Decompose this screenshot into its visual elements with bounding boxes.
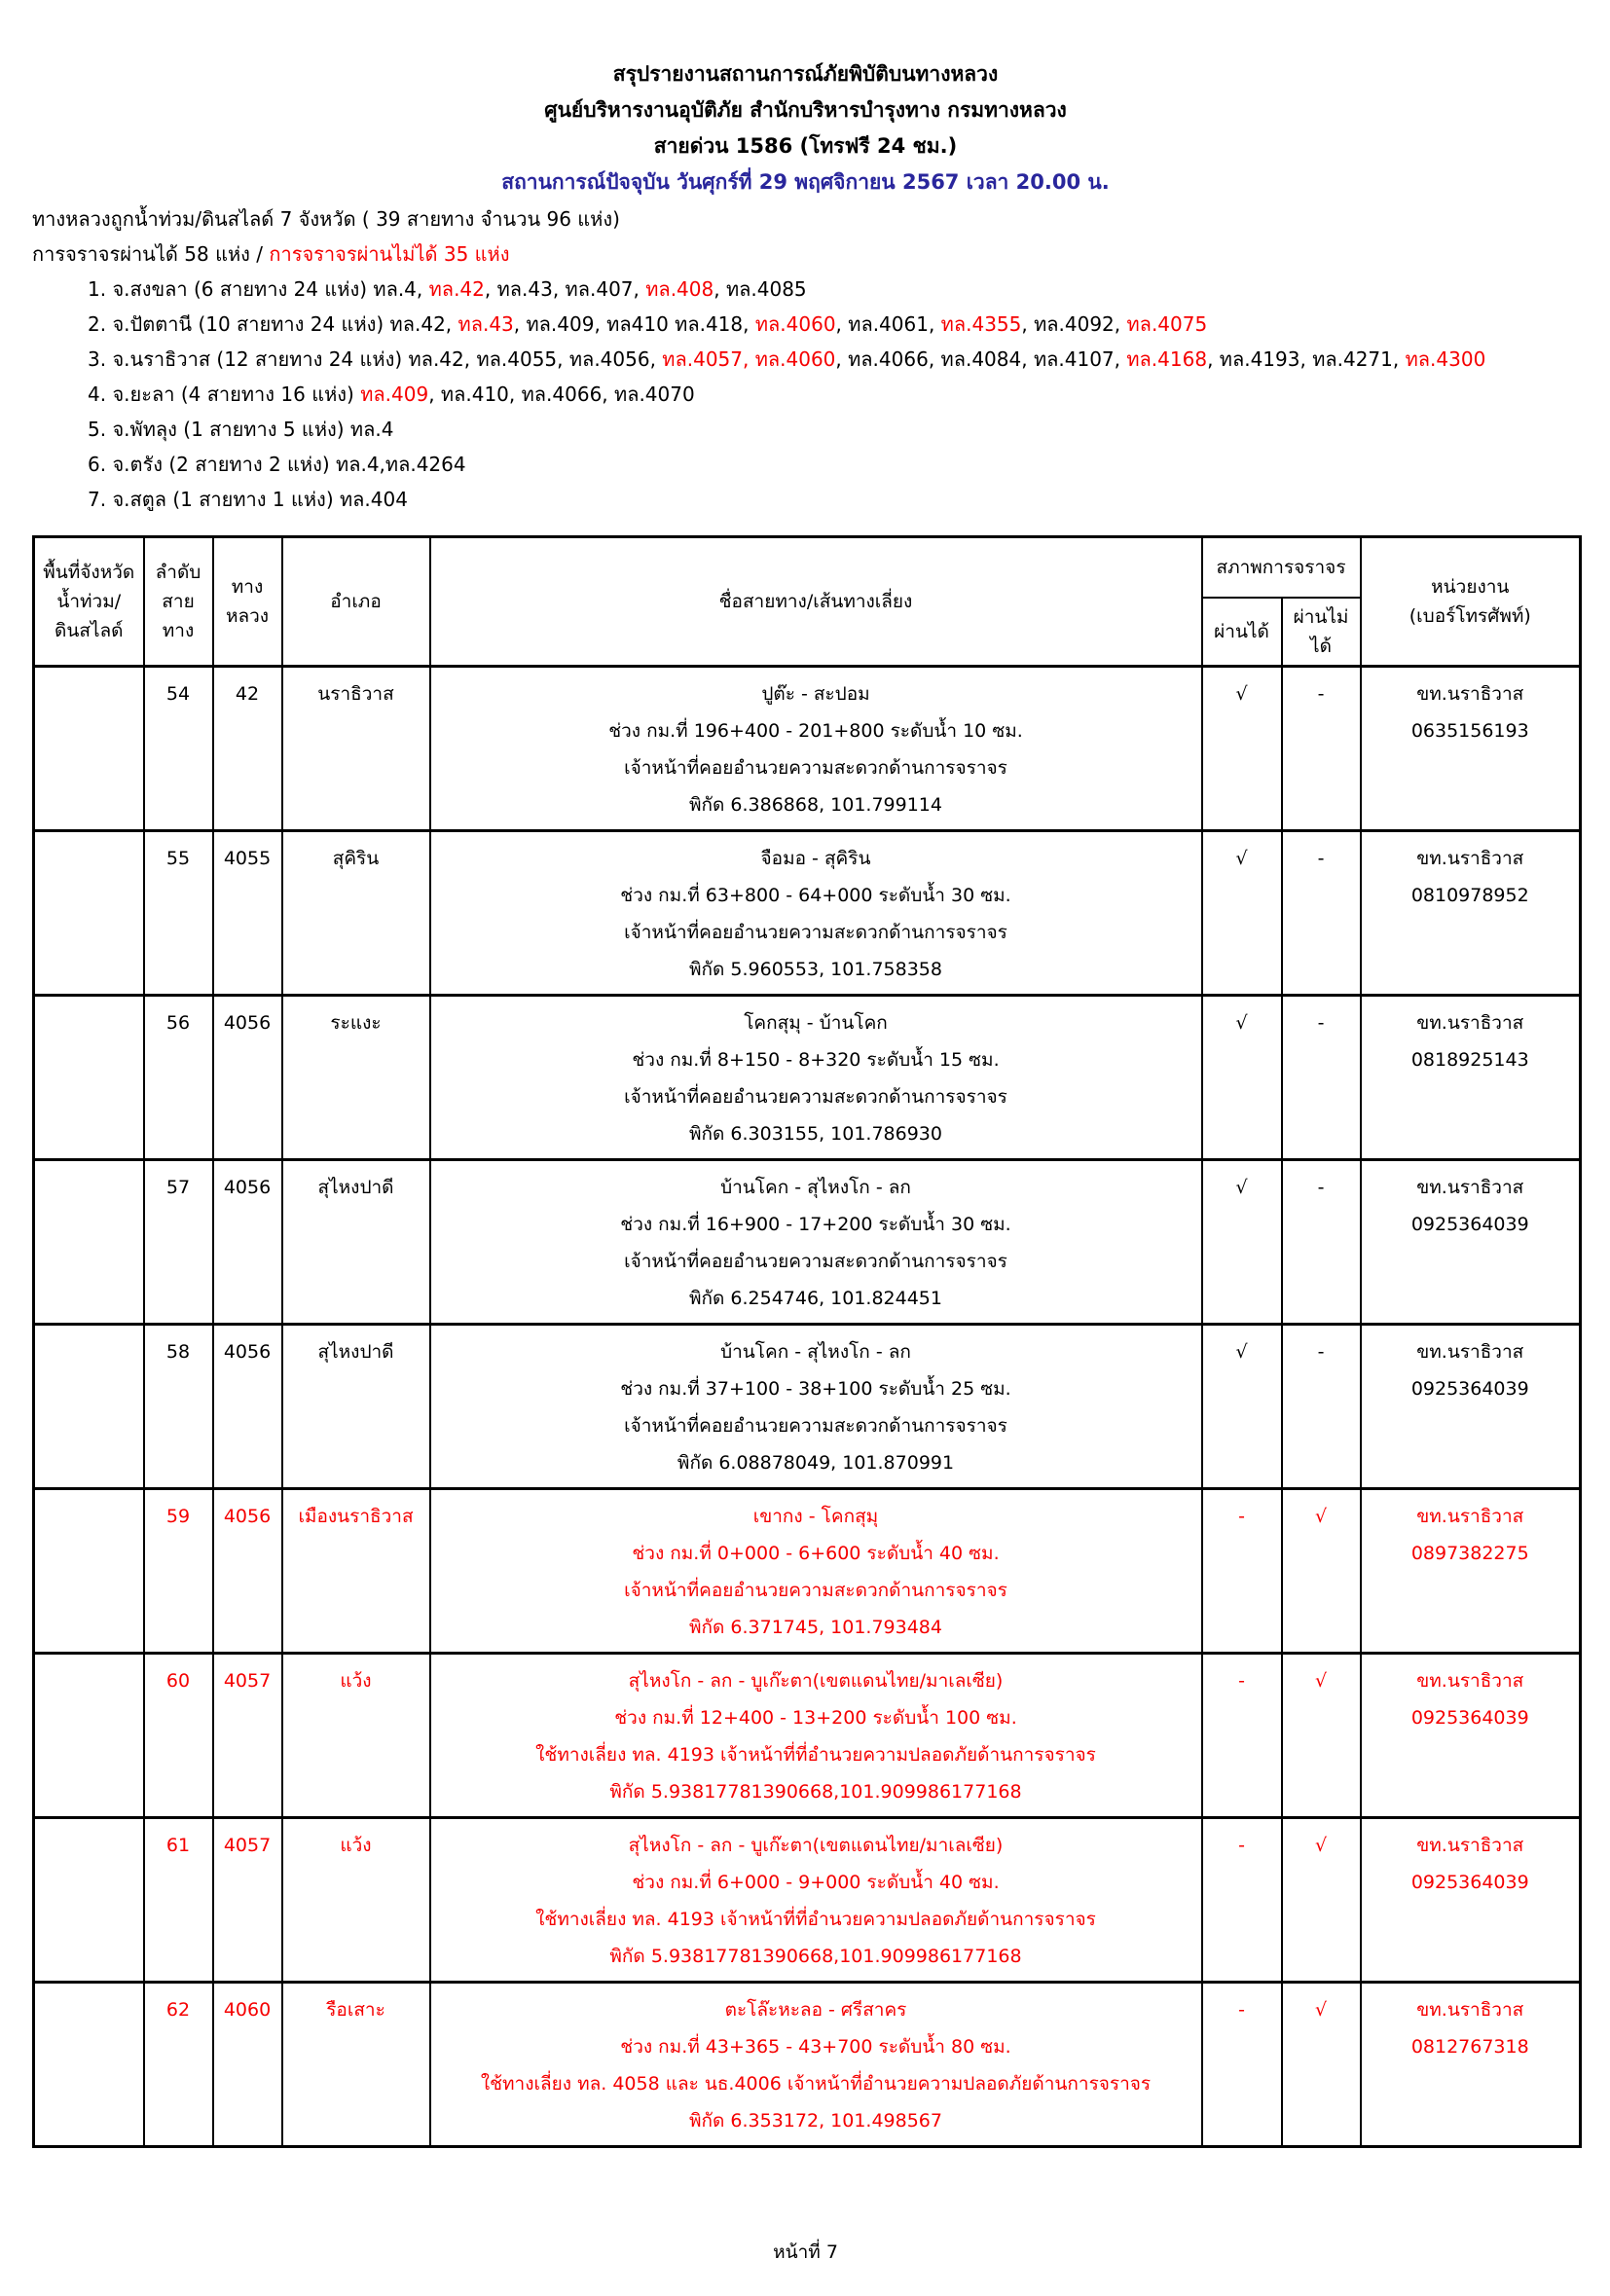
district-cell: ระแงะ [282, 995, 430, 1159]
route-note: เจ้าหน้าที่คอยอำนวยความสะดวกด้านการจราจร [624, 921, 1007, 943]
column-header-route-line1: ทาง [231, 575, 264, 598]
province-text-segment: 2. จ.ปัตตานี (10 สายทาง 24 แห่ง) ทล.42, [88, 312, 458, 336]
agency-name: ขท.นราธิวาส [1416, 1011, 1524, 1034]
district-cell: สุไหงปาดี [282, 1324, 430, 1488]
agency-cell [1361, 995, 1581, 1159]
passable-mark: - [1202, 1653, 1282, 1817]
report-status-date: สถานการณ์ปัจจุบัน วันศุกร์ที่ 29 พฤศจิกายน 2567 เวลา 20.00 น. [501, 170, 1110, 194]
route-name-cell [430, 830, 1202, 995]
agency-phone: 0925364039 [1410, 1706, 1529, 1729]
route-name: ตะโล๊ะหะลอ - ศรีสาคร [724, 1998, 907, 2021]
province-red-segment: ทล.4075 [1126, 312, 1208, 336]
province-text-segment: , ทล.4085 [714, 277, 807, 301]
impassable-mark: - [1282, 830, 1361, 995]
province-red-segment: ทล.4168 [1126, 347, 1208, 371]
passable-mark: - [1202, 1817, 1282, 1982]
route-cell: 4057 [213, 1653, 282, 1817]
province-red-segment: ทล.409 [360, 383, 429, 406]
route-coords: พิกัด 5.93817781390668,101.909986177168 [609, 1945, 1022, 1967]
route-name-cell [430, 1653, 1202, 1817]
area-cell [34, 1488, 144, 1653]
agency-phone: 0812767318 [1410, 2035, 1529, 2058]
province-list [32, 272, 1579, 517]
agency-cell [1361, 830, 1581, 995]
summary-extent-line: ทางหลวงถูกน้ำท่วม/ดินสไลด์ 7 จังหวัด ( 39 สายทาง จำนวน 96 แห่ง) [32, 207, 620, 231]
route-cell: 4056 [213, 995, 282, 1159]
route-coords: พิกัด 6.254746, 101.824451 [689, 1287, 942, 1309]
district-cell: รือเสาะ [282, 1982, 430, 2146]
impassable-mark: √ [1282, 1488, 1361, 1653]
area-cell [34, 1653, 144, 1817]
table-row-60 [34, 1653, 1581, 1817]
province-red-segment: ทล.408 [645, 277, 714, 301]
agency-phone: 0810978952 [1410, 884, 1529, 906]
route-name-cell [430, 1982, 1202, 2146]
route-note: ใช้ทางเลี่ยง ทล. 4058 และ นธ.4006 เจ้าหน้าที่อำนวยความปลอดภัยด้านการจราจร [480, 2072, 1152, 2095]
impassable-mark: √ [1282, 1982, 1361, 2146]
province-text-segment: 6. จ.ตรัง (2 สายทาง 2 แห่ง) ทล.4,ทล.4264 [88, 453, 466, 476]
route-name-cell [430, 1159, 1202, 1324]
area-cell [34, 995, 144, 1159]
seq-cell: 60 [144, 1653, 213, 1817]
column-header-area-line1: พื้นที่จังหวัด [43, 561, 135, 583]
report-hotline: สายด่วน 1586 (โทรฟรี 24 ชม.) [653, 134, 958, 158]
column-header-traffic: สภาพการจราจร [1202, 537, 1361, 598]
province-text-segment: 5. จ.พัทลุง (1 สายทาง 5 แห่ง) ทล.4 [88, 418, 394, 441]
report-subtitle-agency: ศูนย์บริหารงานอุบัติภัย สำนักบริหารบำรุงทาง กรมทางหลวง [544, 98, 1067, 122]
report-header [32, 56, 1579, 200]
route-note: เจ้าหน้าที่คอยอำนวยความสะดวกด้านการจราจร [624, 1250, 1007, 1272]
impassable-mark: - [1282, 1324, 1361, 1488]
column-header-passable: ผ่านได้ [1202, 598, 1282, 667]
route-name: สุไหงโก - ลก - บูเก๊ะตา(เขตแดนไทย/มาเลเซีย) [628, 1669, 1004, 1692]
route-coords: พิกัด 6.303155, 101.786930 [689, 1122, 942, 1145]
traffic-passable-text: การจราจรผ่านได้ 58 แห่ง / [32, 242, 270, 266]
impassable-mark: - [1282, 666, 1361, 830]
province-red-segment: ทล.4300 [1405, 347, 1486, 371]
agency-name: ขท.นราธิวาส [1416, 1998, 1524, 2021]
area-cell [34, 666, 144, 830]
column-header-name: ชื่อสายทาง/เส้นทางเลี่ยง [430, 537, 1202, 667]
agency-phone: 0897382275 [1410, 1542, 1529, 1564]
agency-phone: 0925364039 [1410, 1377, 1529, 1400]
impassable-mark: √ [1282, 1653, 1361, 1817]
seq-cell: 59 [144, 1488, 213, 1653]
table-row-54 [34, 666, 1581, 830]
route-section: ช่วง กม.ที่ 8+150 - 8+320 ระดับน้ำ 15 ซม. [632, 1048, 1000, 1071]
agency-name: ขท.นราธิวาส [1416, 1669, 1524, 1692]
column-header-seq [144, 537, 213, 667]
province-text-segment: 4. จ.ยะลา (4 สายทาง 16 แห่ง) [88, 383, 361, 406]
route-cell: 42 [213, 666, 282, 830]
passable-mark: √ [1202, 1324, 1282, 1488]
district-cell: นราธิวาส [282, 666, 430, 830]
province-red-segment: ทล.42 [428, 277, 485, 301]
incident-table [32, 535, 1582, 2148]
province-text-segment: , ทล.43, ทล.407, [484, 277, 646, 301]
passable-mark: - [1202, 1488, 1282, 1653]
district-cell: สุไหงปาดี [282, 1159, 430, 1324]
province-red-segment: ทล.4355 [940, 312, 1022, 336]
province-list-item-7 [32, 482, 1579, 517]
seq-cell: 55 [144, 830, 213, 995]
table-row-58 [34, 1324, 1581, 1488]
route-name: จือมอ - สุคิริน [760, 847, 871, 869]
table-row-59 [34, 1488, 1581, 1653]
agency-name: ขท.นราธิวาส [1416, 847, 1524, 869]
column-header-seq-line1: ลำดับ [155, 561, 201, 583]
province-text-segment: , ทล.4061, [835, 312, 941, 336]
agency-name: ขท.นราธิวาส [1416, 682, 1524, 705]
impassable-mark: - [1282, 1159, 1361, 1324]
route-note: เจ้าหน้าที่คอยอำนวยความสะดวกด้านการจราจร [624, 756, 1007, 779]
agency-name: ขท.นราธิวาส [1416, 1834, 1524, 1856]
route-section: ช่วง กม.ที่ 196+400 - 201+800 ระดับน้ำ 10 ซม. [608, 719, 1023, 742]
route-cell: 4055 [213, 830, 282, 995]
route-name-cell [430, 1324, 1202, 1488]
agency-cell [1361, 1653, 1581, 1817]
area-cell [34, 1324, 144, 1488]
column-header-impassable: ผ่านไม่ได้ [1282, 598, 1361, 667]
passable-mark: √ [1202, 830, 1282, 995]
province-text-segment: , ทล.410, ทล.4066, ทล.4070 [428, 383, 695, 406]
agency-name: ขท.นราธิวาส [1416, 1340, 1524, 1363]
route-cell: 4057 [213, 1817, 282, 1982]
seq-cell: 56 [144, 995, 213, 1159]
seq-cell: 58 [144, 1324, 213, 1488]
column-header-route [213, 537, 282, 667]
route-section: ช่วง กม.ที่ 12+400 - 13+200 ระดับน้ำ 100 ซม. [614, 1706, 1017, 1729]
column-header-route-line2: หลวง [225, 604, 270, 627]
area-cell [34, 1817, 144, 1982]
province-text-segment: , ทล.409, ทล410 ทล.418, [513, 312, 755, 336]
column-header-agency-line2: (เบอร์โทรศัพท์) [1409, 604, 1531, 627]
district-cell: แว้ง [282, 1817, 430, 1982]
table-row-56 [34, 995, 1581, 1159]
province-red-segment: ทล.4057, ทล.4060 [662, 347, 836, 371]
agency-cell [1361, 1159, 1581, 1324]
area-cell [34, 1982, 144, 2146]
impassable-mark: - [1282, 995, 1361, 1159]
column-header-agency [1361, 537, 1581, 667]
route-coords: พิกัด 6.371745, 101.793484 [689, 1616, 942, 1638]
agency-cell [1361, 1488, 1581, 1653]
area-cell [34, 1159, 144, 1324]
route-coords: พิกัด 5.960553, 101.758358 [689, 958, 942, 980]
province-list-item-4 [32, 377, 1579, 412]
column-header-district: อำเภอ [282, 537, 430, 667]
route-section: ช่วง กม.ที่ 6+000 - 9+000 ระดับน้ำ 40 ซม. [632, 1871, 1000, 1893]
page-number: หน้าที่ 7 [773, 2241, 838, 2263]
province-red-segment: ทล.43 [457, 312, 514, 336]
province-text-segment: 7. จ.สตูล (1 สายทาง 1 แห่ง) ทล.404 [88, 488, 408, 511]
route-name-cell [430, 1488, 1202, 1653]
passable-mark: - [1202, 1982, 1282, 2146]
route-name: โคกสุมุ - บ้านโคก [744, 1011, 888, 1034]
route-coords: พิกัด 5.93817781390668,101.909986177168 [609, 1780, 1022, 1803]
route-cell: 4056 [213, 1324, 282, 1488]
route-coords: พิกัด 6.386868, 101.799114 [689, 793, 942, 816]
traffic-impassable-text: การจราจรผ่านไม่ได้ 35 แห่ง [269, 242, 510, 266]
impassable-mark: √ [1282, 1817, 1361, 1982]
agency-cell [1361, 1982, 1581, 2146]
province-list-item-1 [32, 272, 1579, 307]
seq-cell: 61 [144, 1817, 213, 1982]
agency-name: ขท.นราธิวาส [1416, 1176, 1524, 1198]
seq-cell: 62 [144, 1982, 213, 2146]
agency-phone: 0635156193 [1410, 719, 1529, 742]
route-section: ช่วง กม.ที่ 43+365 - 43+700 ระดับน้ำ 80 ซม. [620, 2035, 1011, 2058]
route-coords: พิกัด 6.08878049, 101.870991 [677, 1451, 955, 1474]
agency-cell [1361, 1817, 1581, 1982]
route-cell: 4056 [213, 1159, 282, 1324]
agency-cell [1361, 666, 1581, 830]
route-name-cell [430, 1817, 1202, 1982]
passable-mark: √ [1202, 1159, 1282, 1324]
province-text-segment: 3. จ.นราธิวาส (12 สายทาง 24 แห่ง) ทล.42, ทล.4055, ทล.4056, [88, 347, 663, 371]
incident-table-header [34, 537, 1581, 667]
summary-traffic-line [32, 237, 1579, 272]
agency-phone: 0925364039 [1410, 1871, 1529, 1893]
column-header-area [34, 537, 144, 667]
table-row-57 [34, 1159, 1581, 1324]
province-text-segment: , ทล.4193, ทล.4271, [1207, 347, 1406, 371]
province-text-segment: , ทล.4066, ทล.4084, ทล.4107, [835, 347, 1127, 371]
passable-mark: √ [1202, 995, 1282, 1159]
district-cell: เมืองนราธิวาส [282, 1488, 430, 1653]
province-text-segment: , ทล.4092, [1021, 312, 1127, 336]
route-coords: พิกัด 6.353172, 101.498567 [689, 2109, 942, 2132]
table-row-61 [34, 1817, 1581, 1982]
route-name: เขากง - โคกสุมุ [752, 1505, 879, 1527]
agency-phone: 0818925143 [1410, 1048, 1529, 1071]
column-header-area-line3: ดินสไลด์ [55, 619, 124, 641]
route-cell: 4056 [213, 1488, 282, 1653]
province-text-segment: 1. จ.สงขลา (6 สายทาง 24 แห่ง) ทล.4, [88, 277, 429, 301]
route-name: ปูต๊ะ - สะปอม [761, 682, 870, 705]
table-row-55 [34, 830, 1581, 995]
route-name-cell [430, 666, 1202, 830]
area-cell [34, 830, 144, 995]
route-name-cell [430, 995, 1202, 1159]
route-cell: 4060 [213, 1982, 282, 2146]
district-cell: สุคิริน [282, 830, 430, 995]
province-list-item-5 [32, 412, 1579, 447]
route-name: บ้านโคก - สุไหงโก - ลก [720, 1340, 911, 1363]
route-note: ใช้ทางเลี่ยง ทล. 4193 เจ้าหน้าที่ที่อำนวยความปลอดภัยด้านการจราจร [535, 1908, 1096, 1930]
column-header-agency-line1: หน่วยงาน [1431, 575, 1510, 598]
report-title: สรุปรายงานสถานการณ์ภัยพิบัติบนทางหลวง [612, 62, 999, 86]
province-list-item-2 [32, 307, 1579, 342]
seq-cell: 57 [144, 1159, 213, 1324]
province-red-segment: ทล.4060 [754, 312, 836, 336]
route-section: ช่วง กม.ที่ 37+100 - 38+100 ระดับน้ำ 25 ซม. [620, 1377, 1011, 1400]
table-row-62 [34, 1982, 1581, 2146]
route-note: เจ้าหน้าที่คอยอำนวยความสะดวกด้านการจราจร [624, 1085, 1007, 1108]
route-note: เจ้าหน้าที่คอยอำนวยความสะดวกด้านการจราจร [624, 1579, 1007, 1601]
province-list-item-3 [32, 342, 1579, 377]
route-name: บ้านโคก - สุไหงโก - ลก [720, 1176, 911, 1198]
agency-name: ขท.นราธิวาส [1416, 1505, 1524, 1527]
district-cell: แว้ง [282, 1653, 430, 1817]
province-list-item-6 [32, 447, 1579, 482]
passable-mark: √ [1202, 666, 1282, 830]
column-header-area-line2: น้ำท่วม/ [56, 590, 122, 612]
route-note: ใช้ทางเลี่ยง ทล. 4193 เจ้าหน้าที่ที่อำนวยความปลอดภัยด้านการจราจร [535, 1743, 1096, 1766]
route-name: สุไหงโก - ลก - บูเก๊ะตา(เขตแดนไทย/มาเลเซีย) [628, 1834, 1004, 1856]
route-section: ช่วง กม.ที่ 0+000 - 6+600 ระดับน้ำ 40 ซม. [632, 1542, 1000, 1564]
agency-phone: 0925364039 [1410, 1213, 1529, 1235]
route-section: ช่วง กม.ที่ 16+900 - 17+200 ระดับน้ำ 30 ซม. [620, 1213, 1011, 1235]
summary-block [32, 201, 1579, 517]
agency-cell [1361, 1324, 1581, 1488]
route-note: เจ้าหน้าที่คอยอำนวยความสะดวกด้านการจราจร [624, 1414, 1007, 1437]
column-header-seq-line2: สายทาง [162, 590, 195, 641]
route-section: ช่วง กม.ที่ 63+800 - 64+000 ระดับน้ำ 30 ซม. [620, 884, 1011, 906]
seq-cell: 54 [144, 666, 213, 830]
